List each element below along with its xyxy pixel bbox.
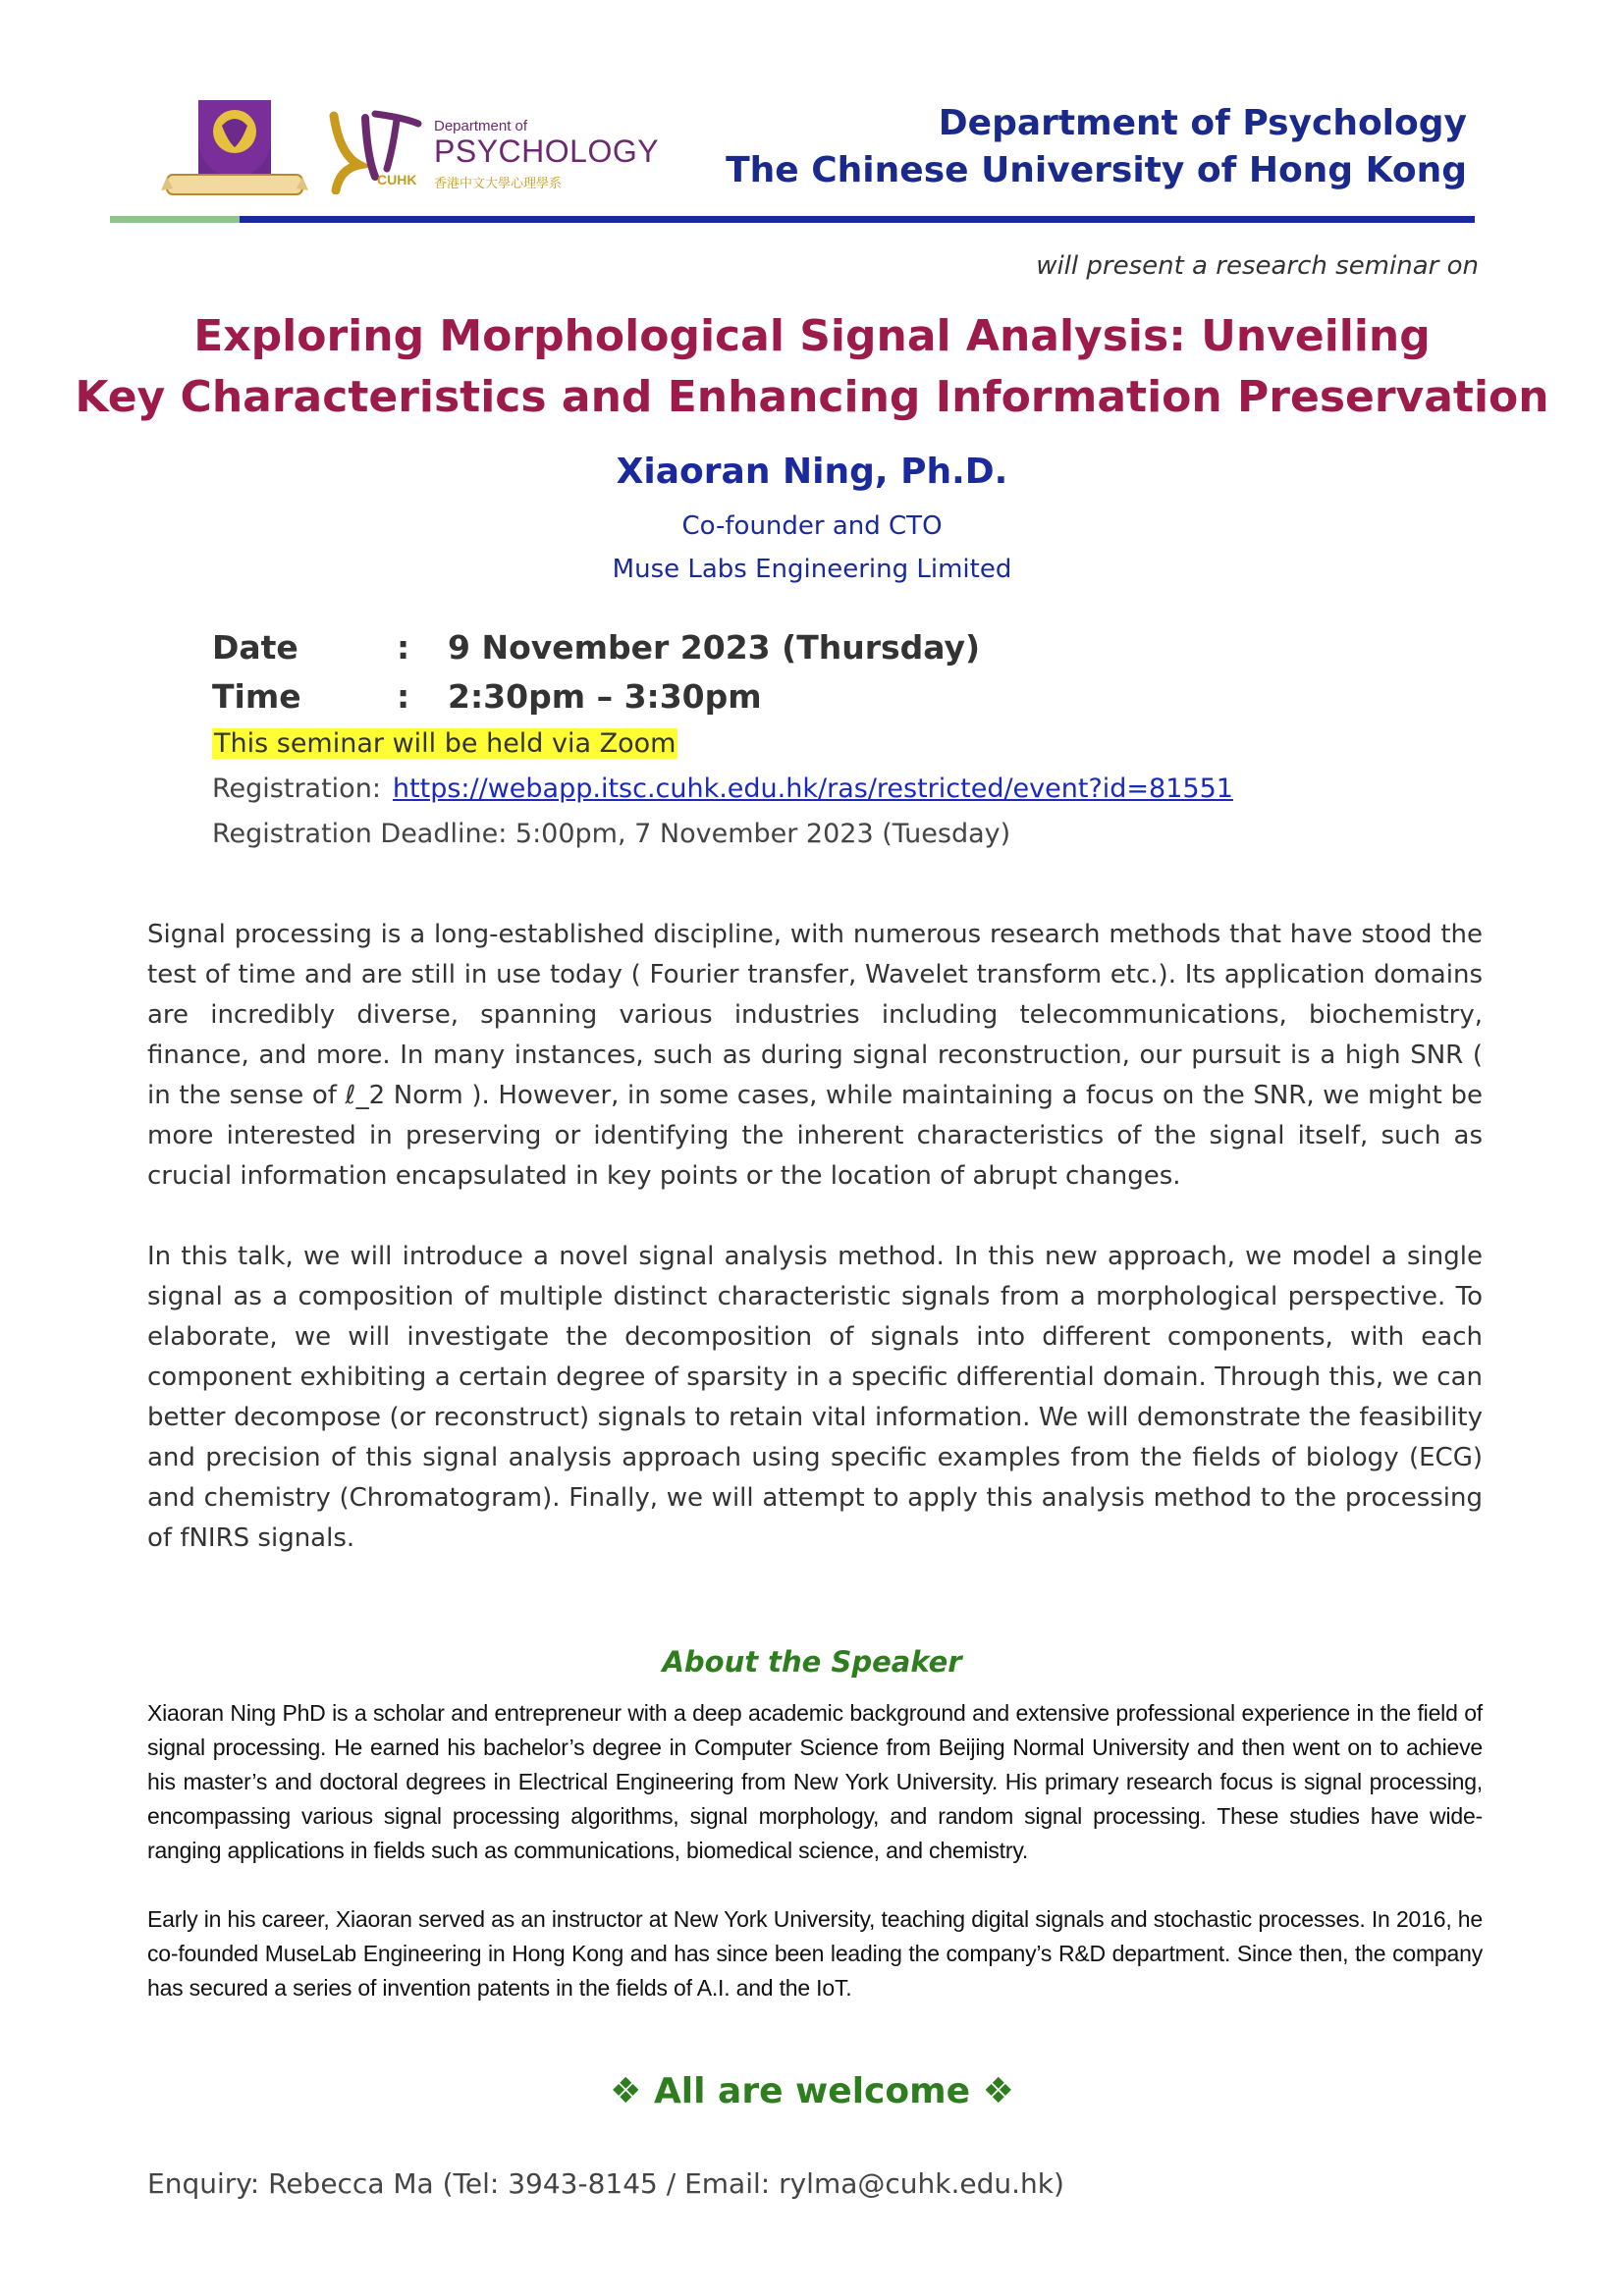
zoom-note: This seminar will be held via Zoom bbox=[214, 728, 677, 759]
registration-line bbox=[212, 774, 1233, 804]
cuhk-crest-logo bbox=[161, 96, 308, 204]
intro-text: will present a research seminar on bbox=[1036, 251, 1479, 281]
date-label: Date bbox=[212, 628, 298, 667]
time-separator: : bbox=[397, 677, 410, 716]
date-separator: : bbox=[397, 628, 410, 667]
psychology-department-logo bbox=[326, 106, 660, 194]
logo-chinese-name: 香港中文大學心理學系 bbox=[434, 176, 563, 190]
page-header bbox=[110, 88, 1475, 245]
registration-deadline: Registration Deadline: 5:00pm, 7 November 2023 (Tuesday) bbox=[212, 819, 1011, 849]
seminar-title-line-1: Exploring Morphological Signal Analysis: Unveiling bbox=[193, 311, 1431, 361]
seminar-title bbox=[0, 306, 1624, 428]
about-speaker-heading: About the Speaker bbox=[662, 1645, 962, 1679]
header-rule-blue bbox=[240, 216, 1475, 223]
logo-cuhk: CUHK bbox=[377, 172, 417, 187]
department-name: Department of Psychology bbox=[938, 103, 1467, 143]
registration-label: Registration: bbox=[212, 774, 381, 804]
header-rule-green bbox=[110, 216, 240, 223]
abstract bbox=[147, 915, 1483, 1599]
time-value: 2:30pm – 3:30pm bbox=[448, 677, 762, 716]
abstract-paragraph-1: Signal processing is a long-established discipline, with numerous research methods that have stood the test of time and are still in use today ( Fourier transfer, Wavelet transform etc.). Its application domains are incredibly diverse, spanning various industries including telecommunications, biochemistry, finance, and more. In many instances, such as during signal reconstruction, our pursuit is a high SNR ( in the sense of ℓ_2 Norm ). However, in some cases, while maintaining a focus on the SNR, we might be more interested in preserving or identifying the inherent characteristics of the signal itself, such as crucial information encapsulated in key points or the location of abrupt changes. bbox=[147, 920, 1483, 1191]
bio-paragraph-2: Early in his career, Xiaoran served as an instructor at New York University, teaching digital signals and stochastic processes. In 2016, he co-founded MuseLab Engineering in Hong Kong and has since been leading the company’s R&D department. Since then, the company has secured a series of invention patents in the fields of A.I. and the IoT. bbox=[147, 1906, 1483, 2001]
date-value: 9 November 2023 (Thursday) bbox=[448, 628, 981, 667]
enquiry-text: Enquiry: Rebecca Ma (Tel: 3943-8145 / Email: rylma@cuhk.edu.hk) bbox=[147, 2167, 1064, 2200]
logo-department-of: Department of bbox=[434, 118, 528, 134]
welcome-text: ❖ All are welcome ❖ bbox=[610, 2071, 1014, 2111]
speaker-name: Xiaoran Ning, Ph.D. bbox=[616, 452, 1008, 492]
speaker-company: Muse Labs Engineering Limited bbox=[612, 555, 1012, 584]
department-heading bbox=[726, 100, 1467, 194]
time-label: Time bbox=[212, 677, 301, 716]
seminar-title-line-2: Key Characteristics and Enhancing Information Preservation bbox=[75, 372, 1549, 422]
speaker-affiliation bbox=[0, 505, 1624, 591]
speaker-role: Co-founder and CTO bbox=[681, 511, 943, 541]
abstract-paragraph-2: In this talk, we will introduce a novel signal analysis method. In this new approach, we model a single signal as a composition of multiple distinct characteristic signals from a morphological perspective. To elaborate, we will investigate the decomposition of signals into different components, with each component exhibiting a certain degree of sparsity in a specific differential domain. Through this, we can better decompose (or reconstruct) signals to retain vital information. We will demonstrate the feasibility and precision of this signal analysis approach using specific examples from the fields of biology (ECG) and chemistry (Chromatogram). Finally, we will attempt to apply this analysis method to the processing of fNIRS signals. bbox=[147, 1242, 1483, 1553]
registration-link[interactable]: https://webapp.itsc.cuhk.edu.hk/ras/restricted/event?id=81551 bbox=[392, 774, 1233, 804]
logo-psychology: PSYCHOLOGY bbox=[434, 133, 660, 169]
speaker-bio bbox=[147, 1696, 1483, 2040]
bio-paragraph-1: Xiaoran Ning PhD is a scholar and entrepreneur with a deep academic background and extensive professional experience in the field of signal processing. He earned his bachelor’s degree in Computer Science from Beijing Normal University and then went on to achieve his master’s and doctoral degrees in Electrical Engineering from New York University. His primary research focus is signal processing, encompassing various signal processing algorithms, signal morphology, and random signal processing. These studies have wide-ranging applications in fields such as communications, biomedical science, and chemistry. bbox=[147, 1700, 1483, 1863]
university-name: The Chinese University of Hong Kong bbox=[726, 150, 1467, 190]
